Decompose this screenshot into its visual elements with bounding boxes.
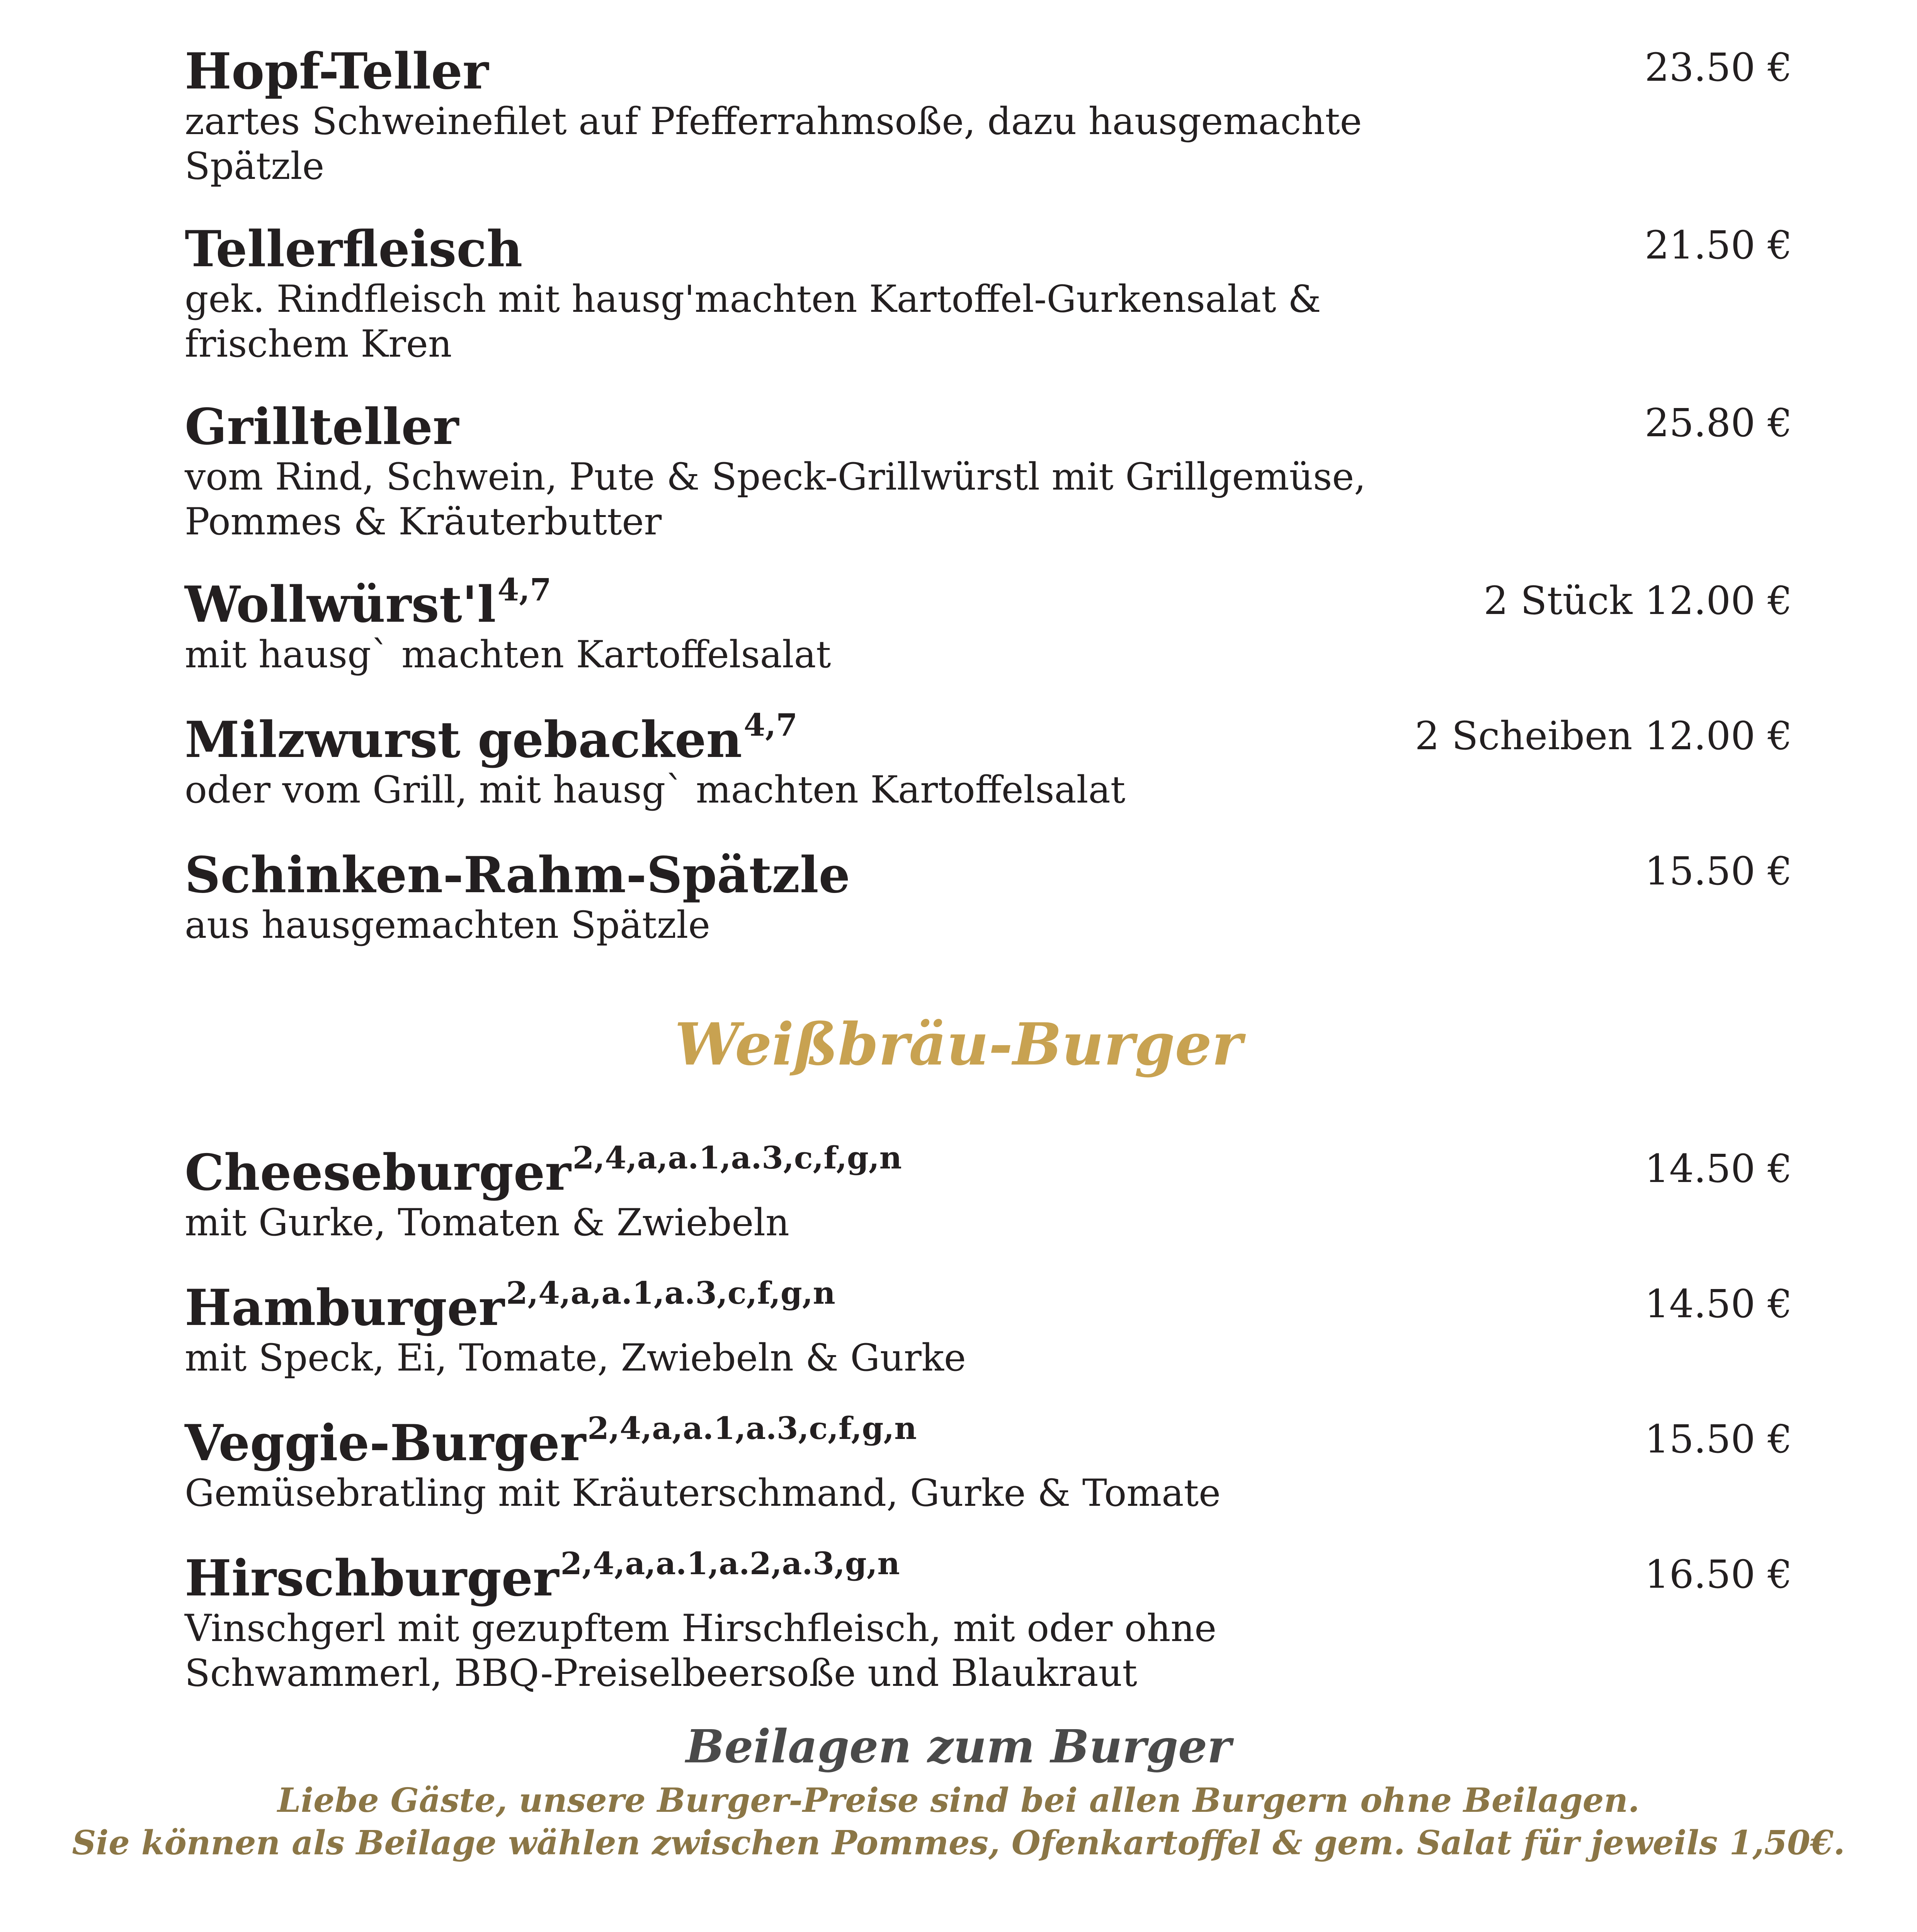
item-description: vom Rind, Schwein, Pute & Speck-Grillwürstl mit Grillgemüse, Pommes & Kräuterbutter [185, 455, 1366, 543]
item-description: zartes Schweinefilet auf Pfefferrahmsoße, dazu hausgemachte Spätzle [185, 100, 1362, 188]
menu-item [185, 707, 1792, 812]
item-price: 15.50 € [1645, 849, 1792, 894]
beilagen-title: Beilagen zum Burger [685, 1719, 1232, 1773]
item-description: Gemüsebratling mit Kräuterschmand, Gurke & Tomate [185, 1471, 1221, 1515]
allergen-codes: 4,7 [497, 571, 551, 608]
item-price: 25.80 € [1645, 400, 1792, 446]
menu-item [185, 1410, 1792, 1515]
item-description: mit Gurke, Tomaten & Zwiebeln [185, 1201, 789, 1244]
item-name-wrap [185, 1275, 1792, 1337]
item-name: Hirschburger [185, 1549, 559, 1607]
item-name: Cheeseburger [185, 1144, 571, 1202]
allergen-codes: 2,4,a,a.1,a.3,c,f,g,n [506, 1275, 835, 1311]
item-description: mit Speck, Ei, Tomate, Zwiebeln & Gurke [185, 1336, 966, 1379]
allergen-codes: 2,4,a,a.1,a.3,c,f,g,n [587, 1410, 917, 1446]
beilagen-note-line: Liebe Gäste, unsere Burger-Preise sind bei allen Burgern ohne Beilagen. [277, 1781, 1640, 1820]
allergen-codes: 2,4,a,a.1,a.2,a.3,g,n [560, 1545, 900, 1582]
allergen-codes: 2,4,a,a.1,a.3,c,f,g,n [572, 1139, 902, 1176]
item-name-wrap [185, 1545, 1792, 1607]
menu-item [185, 398, 1792, 544]
allergen-codes: 4,7 [743, 707, 798, 743]
item-name: Wollwürst'l [185, 576, 496, 634]
section-title: Weißbräu-Burger [674, 1010, 1243, 1078]
item-name-wrap [185, 1139, 1792, 1202]
item-price: 2 Scheiben 12.00 € [1415, 713, 1792, 759]
menu-item [185, 1545, 1792, 1696]
item-name: Grillteller [185, 398, 459, 456]
item-description: oder vom Grill, mit hausg` machten Kartoffelsalat [185, 768, 1126, 811]
item-price: 21.50 € [1645, 223, 1792, 268]
menu-item [185, 1275, 1792, 1380]
item-description: mit hausg` machten Kartoffelsalat [185, 633, 831, 676]
item-name: Milzwurst gebacken [185, 711, 742, 769]
item-name-wrap [185, 1410, 1792, 1472]
item-price: 14.50 € [1645, 1146, 1792, 1191]
item-description: gek. Rindfleisch mit hausg'machten Kartoffel-Gurkensalat & frischem Kren [185, 277, 1321, 366]
item-price: 14.50 € [1645, 1281, 1792, 1327]
item-price: 15.50 € [1645, 1417, 1792, 1462]
beilagen-note-line: Sie können als Beilage wählen zwischen Pommes, Ofenkartoffel & gem. Salat für jeweils 1,50€. [72, 1823, 1845, 1862]
item-name: Veggie-Burger [185, 1414, 586, 1472]
item-name: Hopf-Teller [185, 43, 489, 100]
menu-item [185, 571, 1792, 677]
item-name: Hamburger [185, 1279, 505, 1337]
item-price: 16.50 € [1645, 1552, 1792, 1597]
menu-item [185, 1139, 1792, 1245]
menu-item [185, 846, 1792, 947]
item-description: Vinschgerl mit gezupftem Hirschfleisch, mit oder ohne Schwammerl, BBQ-Preiselbeersoße und Blaukraut [185, 1607, 1216, 1695]
item-name: Tellerfleisch [185, 220, 523, 278]
menu-item [185, 43, 1792, 189]
menu-item [185, 220, 1792, 366]
item-name: Schinken-Rahm-Spätzle [185, 846, 850, 904]
item-price: 2 Stück 12.00 € [1483, 578, 1792, 623]
item-price: 23.50 € [1645, 45, 1792, 90]
item-description: aus hausgemachten Spätzle [185, 903, 710, 947]
